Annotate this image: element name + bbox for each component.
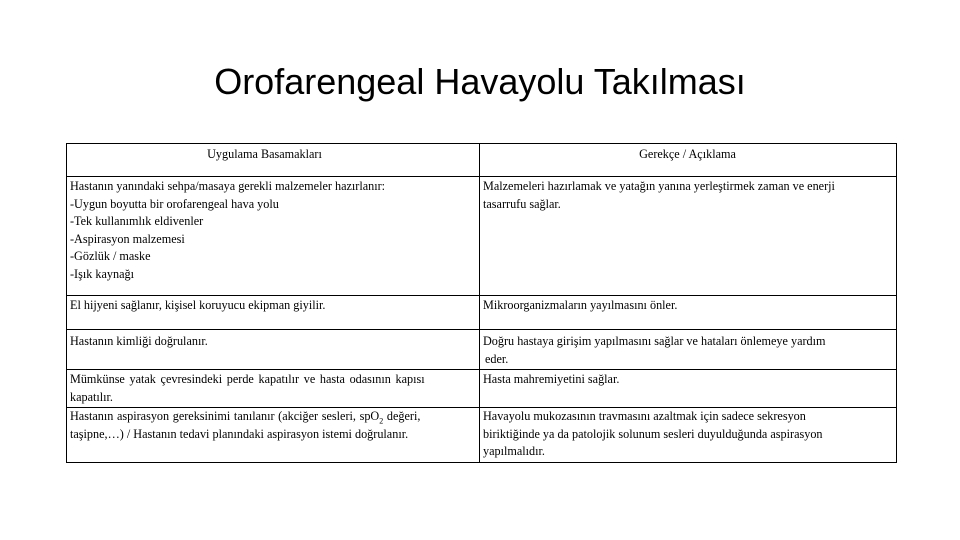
reason-line: Doğru hastaya girişim yapılmasını sağlar ve hataları önlemeye yardım xyxy=(483,334,826,348)
step-text-o: O xyxy=(370,409,380,423)
subscript-2: 2 xyxy=(379,416,384,426)
table-row xyxy=(67,330,897,370)
table-row xyxy=(67,296,897,330)
reason-line: Havayolu mukozasının travmasını azaltmak için sadece sekresyon xyxy=(483,409,806,423)
step-line: -Gözlük / maske xyxy=(70,249,151,263)
step-text: değeri, xyxy=(383,409,421,423)
table-row xyxy=(67,177,897,296)
step-line: -Uygun boyutta bir orofarengeal hava yolu xyxy=(70,196,279,211)
reason-line: Hasta mahremiyetini sağlar. xyxy=(483,372,620,386)
step-line: -Tek kullanımlık eldivenler xyxy=(70,214,204,228)
page-title: Orofarengeal Havayolu Takılması xyxy=(214,61,746,102)
step-line: -Işık kaynağı xyxy=(70,266,134,281)
table-row xyxy=(67,408,897,463)
header-steps: Uygulama Basamakları xyxy=(67,144,480,177)
step-cell xyxy=(67,370,480,408)
table-header-row xyxy=(67,144,897,177)
step-cell xyxy=(67,408,480,463)
reason-cell xyxy=(480,330,897,370)
step-cell xyxy=(67,330,480,370)
reason-cell xyxy=(480,408,897,463)
step-line xyxy=(70,408,475,426)
step-line: Mümkünse yatak çevresindeki perde kapatılır ve hasta odasının kapısı xyxy=(70,372,425,386)
procedure-table xyxy=(66,143,897,463)
reason-line: tasarrufu sağlar. xyxy=(483,196,561,211)
reason-line: biriktiğinde ya da patolojik solunum sesleri duyulduğunda aspirasyon xyxy=(483,426,823,441)
step-line: Hastanın kimliği doğrulanır. xyxy=(70,334,208,348)
reason-line: Mikroorganizmaların yayılmasını önler. xyxy=(483,298,678,312)
reason-cell xyxy=(480,296,897,330)
reason-cell xyxy=(480,370,897,408)
step-text: Hastanın aspirasyon gereksinimi tanılanır (akciğer sesleri, sp xyxy=(70,409,371,423)
step-cell xyxy=(67,296,480,330)
reason-cell xyxy=(480,177,897,296)
header-rationale: Gerekçe / Açıklama xyxy=(480,144,897,177)
step-line: kapatılır. xyxy=(70,389,113,404)
reason-line: Malzemeleri hazırlamak ve yatağın yanına yerleştirmek zaman ve enerji xyxy=(483,179,835,193)
step-line: Hastanın yanındaki sehpa/masaya gerekli malzemeler hazırlanır: xyxy=(70,179,386,193)
step-line: El hijyeni sağlanır, kişisel koruyucu ekipman giyilir. xyxy=(70,298,326,312)
step-line: -Aspirasyon malzemesi xyxy=(70,231,185,246)
reason-line: yapılmalıdır. xyxy=(483,444,545,458)
reason-line: eder. xyxy=(485,351,509,366)
table-row xyxy=(67,370,897,408)
step-cell xyxy=(67,177,480,296)
step-line: taşipne,…) / Hastanın tedavi planındaki aspirasyon istemi doğrulanır. xyxy=(70,426,409,441)
